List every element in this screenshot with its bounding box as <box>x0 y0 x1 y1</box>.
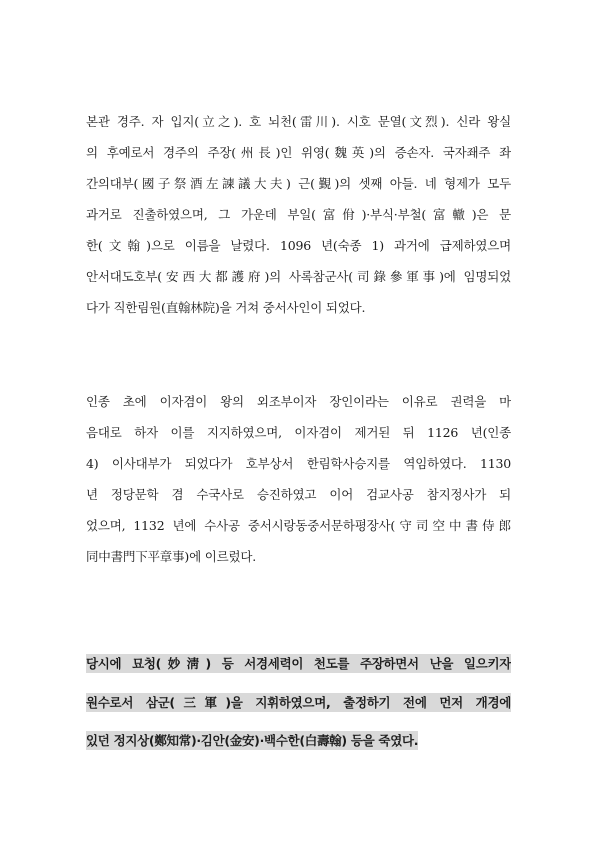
highlight-span: 있던 정지상(鄭知常)·김안(金安)·백수한(白壽翰) 등을 죽였다. <box>86 733 419 748</box>
highlight-span: 원수로서 삼군(三軍)을 지휘하였으며, 출정하기 전에 먼저 개경에 <box>86 694 511 710</box>
text-line: 안서대도호부(安西大都護府)의 사록참군사(司錄參軍事)에 임명되었 <box>86 269 511 284</box>
text-line: 었으며, 1132 년에 수사공 중서시랑동중서문하평장사(守司空中書侍郎 <box>86 518 511 533</box>
text-line: 음대로 하자 이를 지지하였으며, 이자겸이 제거된 뒤 1126 년(인종 <box>86 425 511 440</box>
text-line: 년 정당문학 겸 수국사로 승진하였고 이어 검교사공 참지정사가 되 <box>86 487 511 502</box>
highlighted-text-line <box>86 645 511 684</box>
text-line: 간의대부(國子祭酒左諫議大夫) 근(覲)의 셋째 아들. 네 형제가 모두 <box>86 176 511 191</box>
text-line: 과거로 진출하였으며, 그 가운데 부일(富佾)·부식·부철(富轍)은 문 <box>86 207 511 222</box>
text-line: 본관 경주. 자 입지(立之). 호 뇌천(雷川). 시호 문열(文烈). 신라 왕실 <box>86 114 511 129</box>
text-line: 다가 직한림원(直翰林院)을 거쳐 중서사인이 되었다. <box>86 300 366 315</box>
text-line: 同中書門下平章事)에 이르렀다. <box>86 549 256 564</box>
text-line: 인종 초에 이자겸이 왕의 외조부이자 장인이라는 이유로 권력을 마 <box>86 394 511 409</box>
text-line: 한(文翰)으로 이름을 날렸다. 1096 년(숙종 1) 과거에 급제하였으며 <box>86 238 511 253</box>
paragraph-1 <box>86 106 511 323</box>
paragraph-3-highlighted <box>86 645 511 761</box>
text-line: 의 후예로서 경주의 주장(州長)인 위영(魏英)의 증손자. 국자좨주 좌 <box>86 145 511 160</box>
highlighted-text-line <box>86 684 511 723</box>
text-line: 4) 이사대부가 되었다가 호부상서 한림학사승지를 역임하였다. 1130 <box>86 456 511 471</box>
paragraph-2 <box>86 386 511 572</box>
highlighted-text-line <box>86 722 511 761</box>
highlight-span: 당시에 묘청(妙淸) 등 서경세력이 천도를 주장하면서 난을 일으키자 <box>86 656 511 671</box>
